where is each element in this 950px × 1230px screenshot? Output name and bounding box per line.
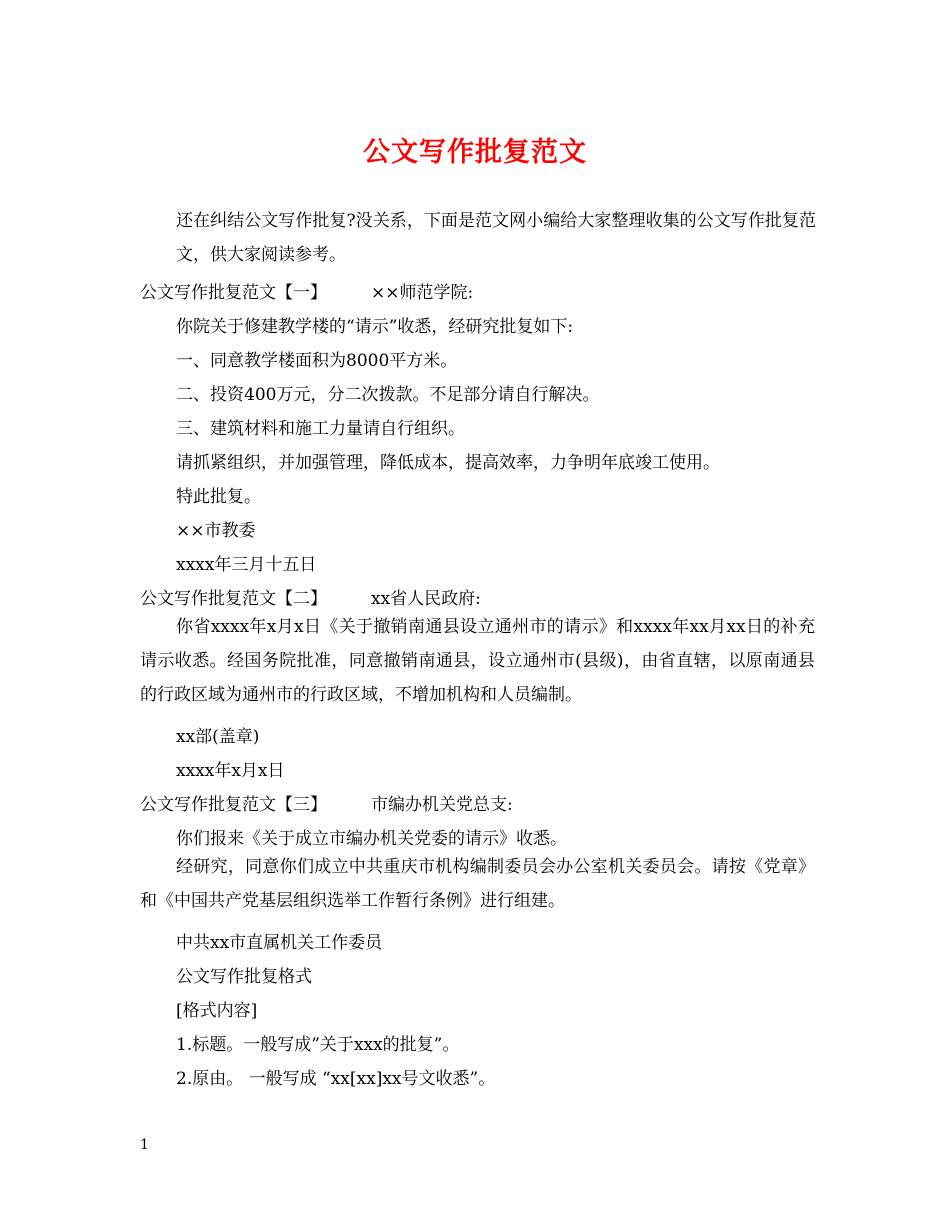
section-1-signer: ××市教委 xyxy=(176,521,256,541)
section-3-addressee: 市编办机关党总支: xyxy=(371,795,513,815)
section-3-heading: 公文写作批复范文【三】 xyxy=(140,795,327,815)
section-3-body: 经研究，同意你们成立中共重庆市机构编制委员会办公室机关委员会。请按《党章》和《中国共产党基层组织选举工作暂行条例》进行组建。 xyxy=(140,857,815,911)
document-title: 公文写作批复范文 xyxy=(363,137,587,168)
intro-paragraph: 还在纠结公文写作批复?没关系，下面是范文网小编给大家整理收集的公文写作批复范文，供大家阅读参考。 xyxy=(176,211,816,265)
section-2-signer: xx部(盖章) xyxy=(176,727,260,747)
format-content-label: [格式内容] xyxy=(176,1001,258,1021)
section-1-heading: 公文写作批复范文【一】 xyxy=(140,283,327,303)
section-2-date: xxxx年x月x日 xyxy=(176,761,285,781)
section-1-line: 三、建筑材料和施工力量请自行组织。 xyxy=(176,419,465,439)
section-1-line: 一、同意教学楼面积为8000平方米。 xyxy=(176,351,458,371)
section-1-line: 你院关于修建教学楼的“请示”收悉，经研究批复如下: xyxy=(176,317,574,337)
section-1-line: 请抓紧组织，并加强管理，降低成本，提高效率，力争明年底竣工使用。 xyxy=(176,453,720,473)
section-3-line: 你们报来《关于成立市编办机关党委的请示》收悉。 xyxy=(176,829,567,849)
section-2-heading-line xyxy=(140,588,815,610)
section-2-addressee: xx省人民政府: xyxy=(371,589,481,609)
section-1-date: xxxx年三月十五日 xyxy=(176,555,317,575)
format-heading: 公文写作批复格式 xyxy=(176,967,312,987)
section-1-addressee: ××师范学院: xyxy=(371,283,474,303)
format-item: 1.标题。一般写成”关于xxx的批复”。 xyxy=(176,1035,460,1055)
section-2-heading: 公文写作批复范文【二】 xyxy=(140,589,327,609)
section-2-body: 你省xxxx年x月x日《关于撤销南通县设立通州市的请示》和xxxx年xx月xx日的补充请示收悉。经国务院批准，同意撤销南通县，设立通州市(县级)，由省直辖，以原南通县的行政区域为通州市的行政区域，不增加机构和人员编制。 xyxy=(140,617,815,705)
section-1-heading-line xyxy=(140,282,815,304)
section-1-line: 特此批复。 xyxy=(176,487,261,507)
section-3-heading-line xyxy=(140,794,815,816)
section-1-line: 二、投资400万元，分二次拨款。不足部分请自行解决。 xyxy=(176,385,600,405)
format-item: 2.原由。 一般写成 “xx[xx]xx号文收悉”。 xyxy=(176,1069,496,1089)
page-number: 1 xyxy=(140,1137,149,1153)
section-3-signer: 中共xx市直属机关工作委员 xyxy=(176,933,383,953)
